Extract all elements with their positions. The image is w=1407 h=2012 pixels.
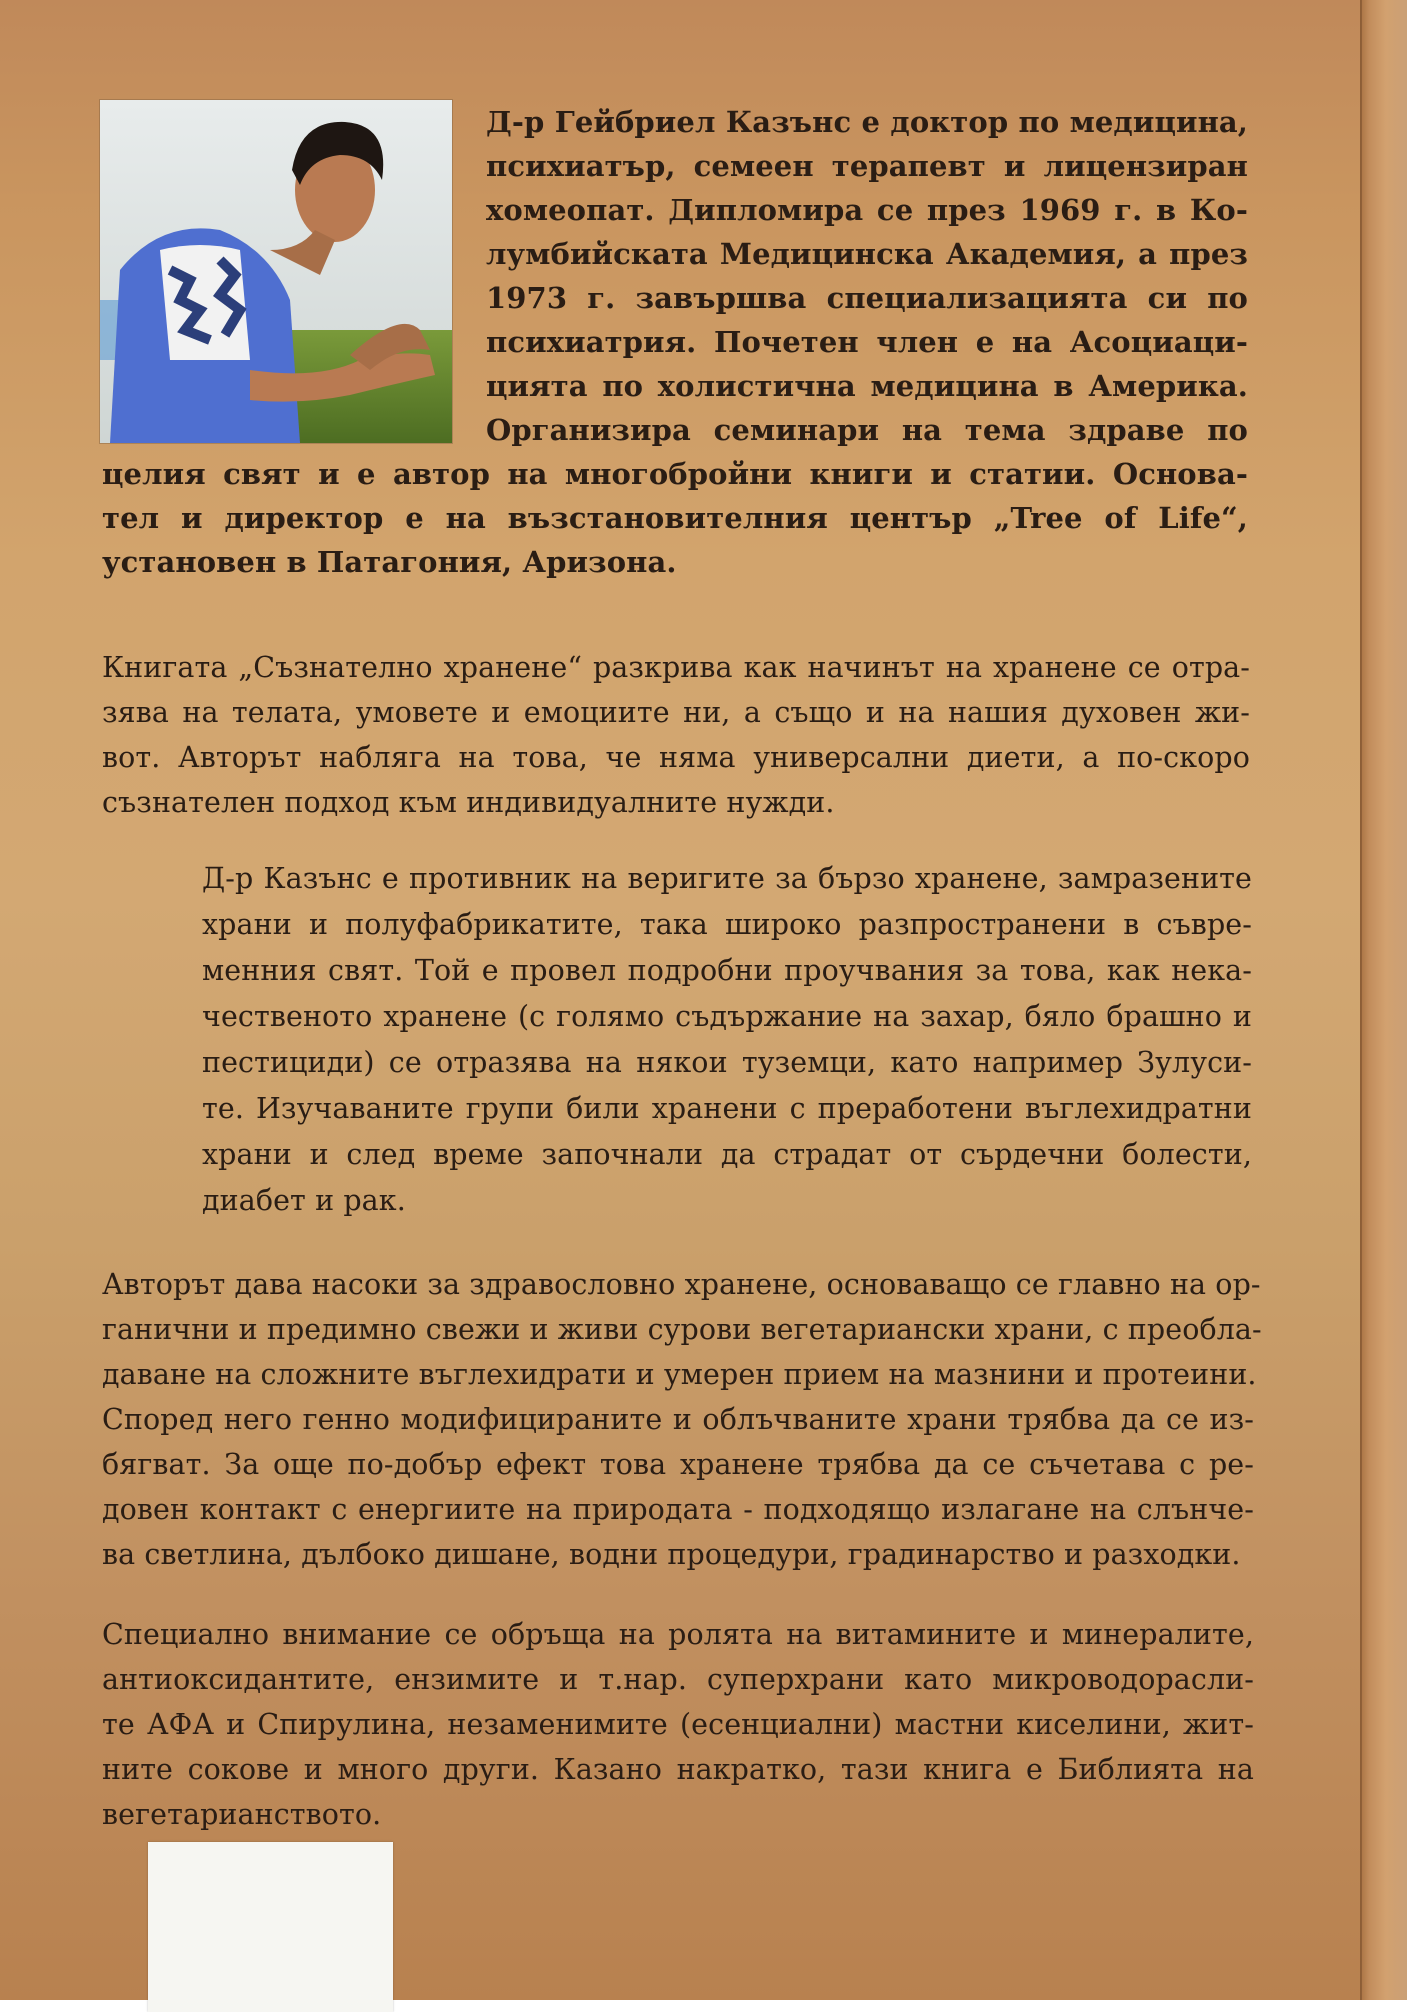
bio-line: психиатрия. Почетен член е на Асоциаци- [486,325,1248,359]
bio-line: Организира семинари на тема здраве по [486,413,1248,447]
book-description-paragraph [102,645,1250,825]
paragraph-line: бягват. За още по-добър ефект това хранене трябва да се съчетава с ре- [102,1448,1254,1481]
paragraph-line: чественото хранене (с голямо съдържание на захар, бяло брашно и [202,1000,1252,1033]
paragraph-line: пестициди) се отразява на някои туземци, като например Зулуси- [202,1046,1252,1079]
bio-line: хомеопат. Дипломира се през 1969 г. в Ко- [486,193,1248,227]
paragraph-line: Авторът дава насоки за здравословно хранене, основаващо се главно на ор- [102,1268,1261,1301]
paragraph-line: диабет и рак. [202,1184,406,1217]
paragraph-line: даване на сложните въглехидрати и умерен прием на мазнини и протеини. [102,1358,1257,1391]
bio-line: Д-р Гейбриел Казънс е доктор по медицина, [486,105,1248,139]
paragraph-line: те АФА и Спирулина, незаменимите (есенциални) мастни киселини, жит- [102,1708,1254,1741]
paragraph-line: менния свят. Той е провел подробни проучвания за това, как нека- [202,954,1252,987]
supplements-paragraph [102,1612,1254,1837]
bio-line: 1973 г. завършва специализацията си по [486,281,1248,315]
paragraph-line: Книгата „Съзнателно хранене“ разкрива как начинът на хранене се отра- [102,651,1250,684]
paragraph-line: вегетарианството. [102,1798,382,1831]
author-photo [100,100,452,443]
paragraph-line: ните сокове и много други. Казано накратко, тази книга е Библията на [102,1753,1254,1786]
paragraph-line: храни и полуфабрикатите, така широко разпространени в съвре- [202,908,1252,941]
author-bio-top [486,100,1248,452]
paragraph-line: антиоксидантите, ензимите и т.нар. суперхрани като микроводорасли- [102,1663,1254,1696]
bio-line: лумбийската Медицинска Академия, а през [486,237,1248,271]
paragraph-line: довен контакт с енергиите на природата - подходящо излагане на слънче- [102,1493,1254,1526]
paragraph-line: съзнателен подход към индивидуалните нужди. [102,786,835,819]
paragraph-line: ганични и предимно свежи и живи сурови вегетариански храни, с преобла- [102,1313,1262,1346]
paragraph-line: вот. Авторът набляга на това, че няма универсални диети, а по-скоро [102,741,1250,774]
bio-line: психиатър, семеен терапевт и лицензиран [486,149,1248,183]
bio-line: целия свят и е автор на многобройни книги и статии. Основа- [102,457,1248,491]
book-spine-edge [1360,0,1407,2000]
indented-paragraph [202,856,1252,1224]
paragraph-line: зява на телата, умовете и емоциите ни, а също и на нашия духовен жи- [102,696,1250,729]
paragraph-line: храни и след време започнали да страдат от сърдечни болести, [202,1138,1252,1171]
paragraph-line: Специално внимание се обръща на ролята на витамините и минералите, [102,1618,1254,1651]
author-bio-bottom [102,452,1248,584]
price-sticker [148,1842,393,2012]
bio-line: тел и директор е на възстановителния център „Tree of Life“, [102,501,1248,535]
paragraph-line: ва светлина, дълбоко дишане, водни процедури, градинарство и разходки. [102,1538,1241,1571]
paragraph-line: Според него генно модифицираните и облъчваните храни трябва да се из- [102,1403,1254,1436]
nutrition-guidance-paragraph [102,1262,1262,1577]
author-portrait-illustration [100,100,452,443]
paragraph-line: те. Изучаваните групи били хранени с преработени въглехидратни [202,1092,1252,1125]
bio-line: установен в Патагония, Аризона. [102,545,677,579]
bio-line: цията по холистична медицина в Америка. [486,369,1248,403]
paragraph-line: Д-р Казънс е противник на веригите за бързо хранене, замразените [202,862,1252,895]
